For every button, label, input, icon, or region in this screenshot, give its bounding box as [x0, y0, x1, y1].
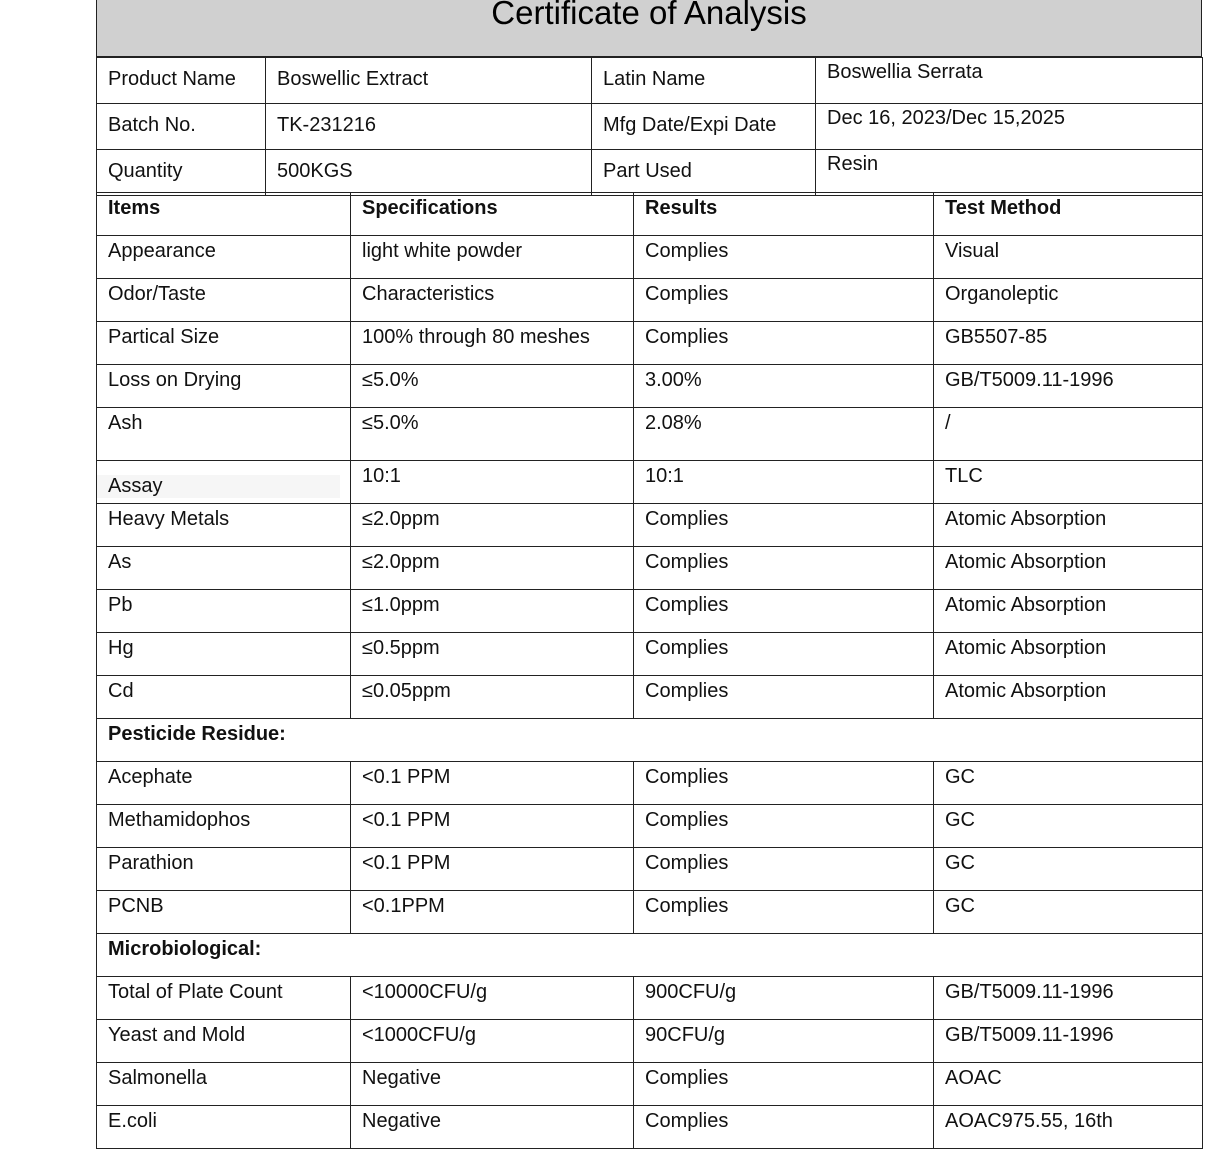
item-cell: Heavy Metals: [97, 504, 351, 547]
test-method-cell: GC: [934, 762, 1203, 805]
table-row: [97, 504, 1203, 547]
test-method-cell: AOAC: [934, 1063, 1203, 1106]
specification-cell: <0.1PPM: [351, 891, 634, 934]
result-cell: Complies: [634, 633, 934, 676]
info-value: 500KGS: [266, 150, 592, 196]
microbiological-section-row: [97, 934, 1203, 977]
column-header-items: Items: [97, 193, 351, 236]
item-cell: E.coli: [97, 1106, 351, 1149]
info-row: [97, 58, 1203, 104]
test-method-cell: GB/T5009.11-1996: [934, 1020, 1203, 1063]
result-cell: Complies: [634, 236, 934, 279]
result-cell: Complies: [634, 676, 934, 719]
result-cell: Complies: [634, 762, 934, 805]
item-cell: Pb: [97, 590, 351, 633]
table-row: [97, 633, 1203, 676]
test-method-cell: AOAC975.55, 16th: [934, 1106, 1203, 1149]
table-row: [97, 762, 1203, 805]
item-cell: Hg: [97, 633, 351, 676]
table-row: [97, 977, 1203, 1020]
info-value: Boswellia Serrata: [816, 58, 1203, 104]
specification-cell: ≤1.0ppm: [351, 590, 634, 633]
test-method-cell: Atomic Absorption: [934, 547, 1203, 590]
result-cell: Complies: [634, 1063, 934, 1106]
item-cell: Total of Plate Count: [97, 977, 351, 1020]
table-row: [97, 408, 1203, 461]
info-row: [97, 150, 1203, 196]
item-cell: Odor/Taste: [97, 279, 351, 322]
result-cell: 2.08%: [634, 408, 934, 461]
table-row: [97, 365, 1203, 408]
page-title: Certificate of Analysis: [491, 0, 807, 31]
item-cell: Partical Size: [97, 322, 351, 365]
specification-cell: ≤2.0ppm: [351, 504, 634, 547]
info-label: Mfg Date/Expi Date: [592, 104, 816, 150]
table-row: [97, 1063, 1203, 1106]
result-cell: 10:1: [634, 461, 934, 504]
table-row: [97, 848, 1203, 891]
specification-cell: Negative: [351, 1063, 634, 1106]
pesticide-residue-section-row: [97, 719, 1203, 762]
info-label: Batch No.: [97, 104, 266, 150]
item-cell: Parathion: [97, 848, 351, 891]
item-cell: Appearance: [97, 236, 351, 279]
pesticide-residue-section-heading: Pesticide Residue:: [97, 719, 1203, 762]
specification-cell: <0.1 PPM: [351, 762, 634, 805]
column-header-specifications: Specifications: [351, 193, 634, 236]
result-cell: Complies: [634, 848, 934, 891]
specification-cell: <0.1 PPM: [351, 848, 634, 891]
test-method-cell: /: [934, 408, 1203, 461]
specification-cell: ≤5.0%: [351, 365, 634, 408]
table-row: [97, 676, 1203, 719]
specification-cell: Negative: [351, 1106, 634, 1149]
result-cell: Complies: [634, 590, 934, 633]
item-cell: [97, 461, 351, 504]
info-label: Part Used: [592, 150, 816, 196]
table-row: [97, 279, 1203, 322]
table-row: [97, 805, 1203, 848]
info-label: Quantity: [97, 150, 266, 196]
analysis-table: [96, 192, 1203, 1149]
column-header-results: Results: [634, 193, 934, 236]
specification-cell: 100% through 80 meshes: [351, 322, 634, 365]
result-cell: 900CFU/g: [634, 977, 934, 1020]
info-row: [97, 104, 1203, 150]
specification-cell: 10:1: [351, 461, 634, 504]
title-bar: [97, 0, 1202, 57]
product-info-table: [96, 57, 1203, 196]
column-header-test-method: Test Method: [934, 193, 1203, 236]
result-cell: 3.00%: [634, 365, 934, 408]
test-method-cell: GC: [934, 805, 1203, 848]
specification-cell: <10000CFU/g: [351, 977, 634, 1020]
test-method-cell: GB/T5009.11-1996: [934, 977, 1203, 1020]
result-cell: Complies: [634, 279, 934, 322]
table-row: [97, 1020, 1203, 1063]
info-value: Resin: [816, 150, 1203, 196]
specification-cell: ≤0.05ppm: [351, 676, 634, 719]
test-method-cell: Visual: [934, 236, 1203, 279]
test-method-cell: Atomic Absorption: [934, 504, 1203, 547]
result-cell: Complies: [634, 891, 934, 934]
item-cell: Ash: [97, 408, 351, 461]
item-cell: Acephate: [97, 762, 351, 805]
test-method-cell: TLC: [934, 461, 1203, 504]
test-method-cell: Atomic Absorption: [934, 590, 1203, 633]
result-cell: Complies: [634, 805, 934, 848]
specification-cell: <0.1 PPM: [351, 805, 634, 848]
info-label: Product Name: [97, 58, 266, 104]
info-label: Latin Name: [592, 58, 816, 104]
header-row: [97, 193, 1203, 236]
test-method-cell: Organoleptic: [934, 279, 1203, 322]
specification-cell: ≤0.5ppm: [351, 633, 634, 676]
table-row: [97, 461, 1203, 504]
specification-cell: <1000CFU/g: [351, 1020, 634, 1063]
table-row: [97, 590, 1203, 633]
test-method-cell: Atomic Absorption: [934, 633, 1203, 676]
test-method-cell: GC: [934, 891, 1203, 934]
item-cell: Yeast and Mold: [97, 1020, 351, 1063]
table-row: [97, 547, 1203, 590]
result-cell: Complies: [634, 504, 934, 547]
result-cell: 90CFU/g: [634, 1020, 934, 1063]
specification-cell: light white powder: [351, 236, 634, 279]
info-value: TK-231216: [266, 104, 592, 150]
result-cell: Complies: [634, 1106, 934, 1149]
item-cell: As: [97, 547, 351, 590]
table-row: [97, 891, 1203, 934]
item-cell: Salmonella: [97, 1063, 351, 1106]
table-row: [97, 322, 1203, 365]
test-method-cell: GB/T5009.11-1996: [934, 365, 1203, 408]
item-label: Assay: [97, 475, 340, 498]
result-cell: Complies: [634, 547, 934, 590]
table-row: [97, 1106, 1203, 1149]
test-method-cell: GC: [934, 848, 1203, 891]
certificate-sheet: [96, 0, 1202, 1144]
test-method-cell: GB5507-85: [934, 322, 1203, 365]
specification-cell: ≤5.0%: [351, 408, 634, 461]
item-cell: Loss on Drying: [97, 365, 351, 408]
info-value: Boswellic Extract: [266, 58, 592, 104]
item-cell: PCNB: [97, 891, 351, 934]
item-cell: Cd: [97, 676, 351, 719]
specification-cell: Characteristics: [351, 279, 634, 322]
table-row: [97, 236, 1203, 279]
microbiological-section-heading: Microbiological:: [97, 934, 1203, 977]
result-cell: Complies: [634, 322, 934, 365]
test-method-cell: Atomic Absorption: [934, 676, 1203, 719]
item-cell: Methamidophos: [97, 805, 351, 848]
specification-cell: ≤2.0ppm: [351, 547, 634, 590]
info-value: Dec 16, 2023/Dec 15,2025: [816, 104, 1203, 150]
